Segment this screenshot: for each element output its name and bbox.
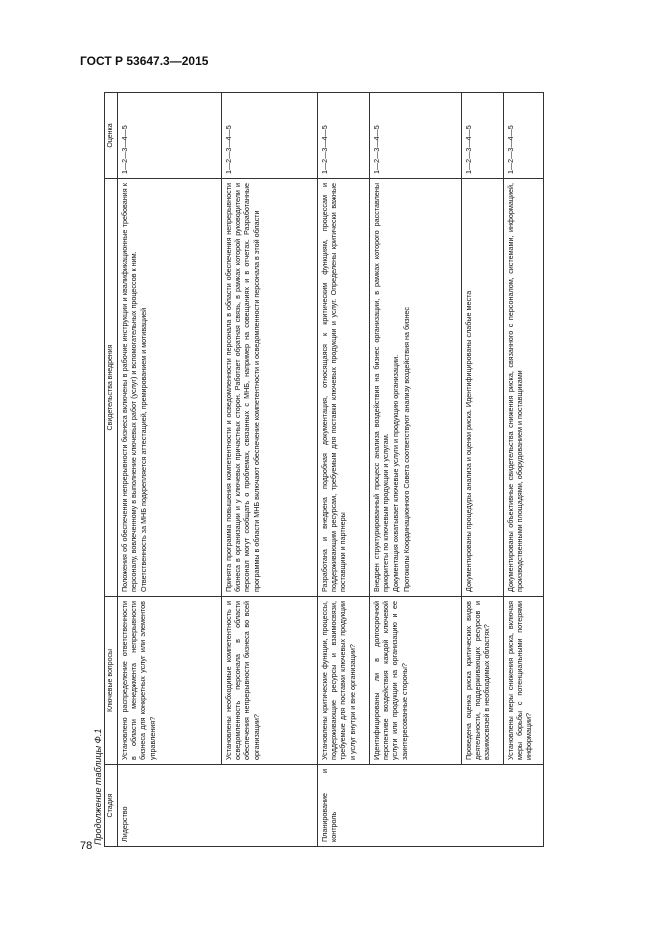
- score-cell: 1—2—3—4—5: [118, 93, 222, 179]
- evidence-text: Положения об обеспечении непрерывности бизнеса включены в рабочие инструкции и квалификационные требования к персоналу, вовлеченному в выполнение ключевых работ (услуг) и вспомогательных процессов к ним.: [120, 183, 139, 592]
- column-header-questions: Ключевые вопросы: [105, 597, 118, 765]
- evidence-cell: [318, 179, 370, 597]
- score-cell: 1—2—3—4—5: [318, 93, 370, 179]
- rotated-table-page: [92, 93, 562, 847]
- evidence-cell: [222, 179, 318, 597]
- question-cell: Идентифицированы ли в долгосрочной перспективе воздействия каждой ключевой услуги или продукции на организацию и ее заинтересованные стороны?: [370, 597, 462, 765]
- evidence-text: Принята программа повышения компетентности и осведомленности персонала в области обеспечения непрерывности бизнеса в организации и у ключевых причастных сторон. Работает обратная связь, в рамках которой руководители и персонал могут сообщать о проблемах, связанных с МНБ, например на совещаниях и в отчетах. Разработанные программы в области МНБ включают обеспечение компетентности и осведомленности персонала в этой области: [224, 183, 261, 592]
- assessment-table: [104, 92, 544, 847]
- column-header-evidence: Свидетельства внедрения: [105, 179, 118, 597]
- table-row: [222, 93, 318, 847]
- evidence-text: Внедрен структурированный процесс анализа воздействия на бизнес организации, в рамках которого расставлены приоритеты по ключевым продукции и услугам.: [372, 183, 391, 592]
- question-cell: Проведена оценка риска критических видов деятельности, поддерживающих ресурсов и взаимосвязей в необходимых областях?: [462, 597, 504, 765]
- table-row: [462, 93, 504, 847]
- table-header-row: [105, 93, 118, 847]
- score-cell: 1—2—3—4—5: [370, 93, 462, 179]
- stage-cell: Лидерство: [118, 765, 318, 847]
- table-row: [504, 93, 544, 847]
- page-number: 78: [80, 840, 93, 852]
- question-cell: Установлены критические функции, процессы, поддерживающие ресурсы и взаимосвязи, требуемые для поставки ключевых продукции и услуг внутри и вне организации?: [318, 597, 370, 765]
- evidence-cell: [118, 179, 222, 597]
- table-row: [118, 93, 222, 847]
- question-cell: Установлено распределение ответственности в области менеджмента непрерывности бизнеса для конкретных услуг или элементов управления?: [118, 597, 222, 765]
- table-row: [370, 93, 462, 847]
- document-header: ГОСТ Р 53647.3—2015: [80, 54, 209, 68]
- score-cell: 1—2—3—4—5: [222, 93, 318, 179]
- evidence-cell: [462, 179, 504, 597]
- evidence-text: Разработана и внедрена подробная документация, относящаяся к критическим функциям, процессам и поддерживающим ресурсам, требуемым для поставки ключевых продукции и услуг. Определены критически важные поставщики и партнеры: [320, 183, 348, 592]
- evidence-cell: [370, 179, 462, 597]
- evidence-text: Документация охватывает ключевые услуги и продукцию организации.: [391, 354, 401, 592]
- evidence-cell: [504, 179, 544, 597]
- question-cell: Установлены меры снижения риска, включая меры борьбы с потенциальными потерями информации?: [504, 597, 544, 765]
- table-row: [318, 93, 370, 847]
- evidence-text: Документированы процедуры анализа и оценки риска. Идентифицированы слабые места: [464, 290, 473, 592]
- question-cell: Установлены необходимые компетентность и осведомленность персонала в области обеспечения непрерывности бизнеса во всей организации?: [222, 597, 318, 765]
- evidence-text: Протоколы Координационного Совета соответствуют анализу воздействия на бизнес: [401, 307, 411, 592]
- evidence-text: Ответственность за МНБ подкрепляется аттестацией, премированием и мотивацией: [139, 307, 149, 592]
- evidence-text: Документированы объективные свидетельства снижения риска, связанного с персоналом, системами, информацией, производственными площадями, оборудованием и поставщиками: [506, 183, 525, 592]
- column-header-stage: Стадия: [105, 765, 118, 847]
- score-cell: 1—2—3—4—5: [462, 93, 504, 179]
- table-caption: Продолжение таблицы Ф.1: [93, 728, 103, 845]
- score-cell: 1—2—3—4—5: [504, 93, 544, 179]
- stage-cell: Планирование и контроль: [318, 765, 544, 847]
- column-header-score: Оценка: [105, 93, 118, 179]
